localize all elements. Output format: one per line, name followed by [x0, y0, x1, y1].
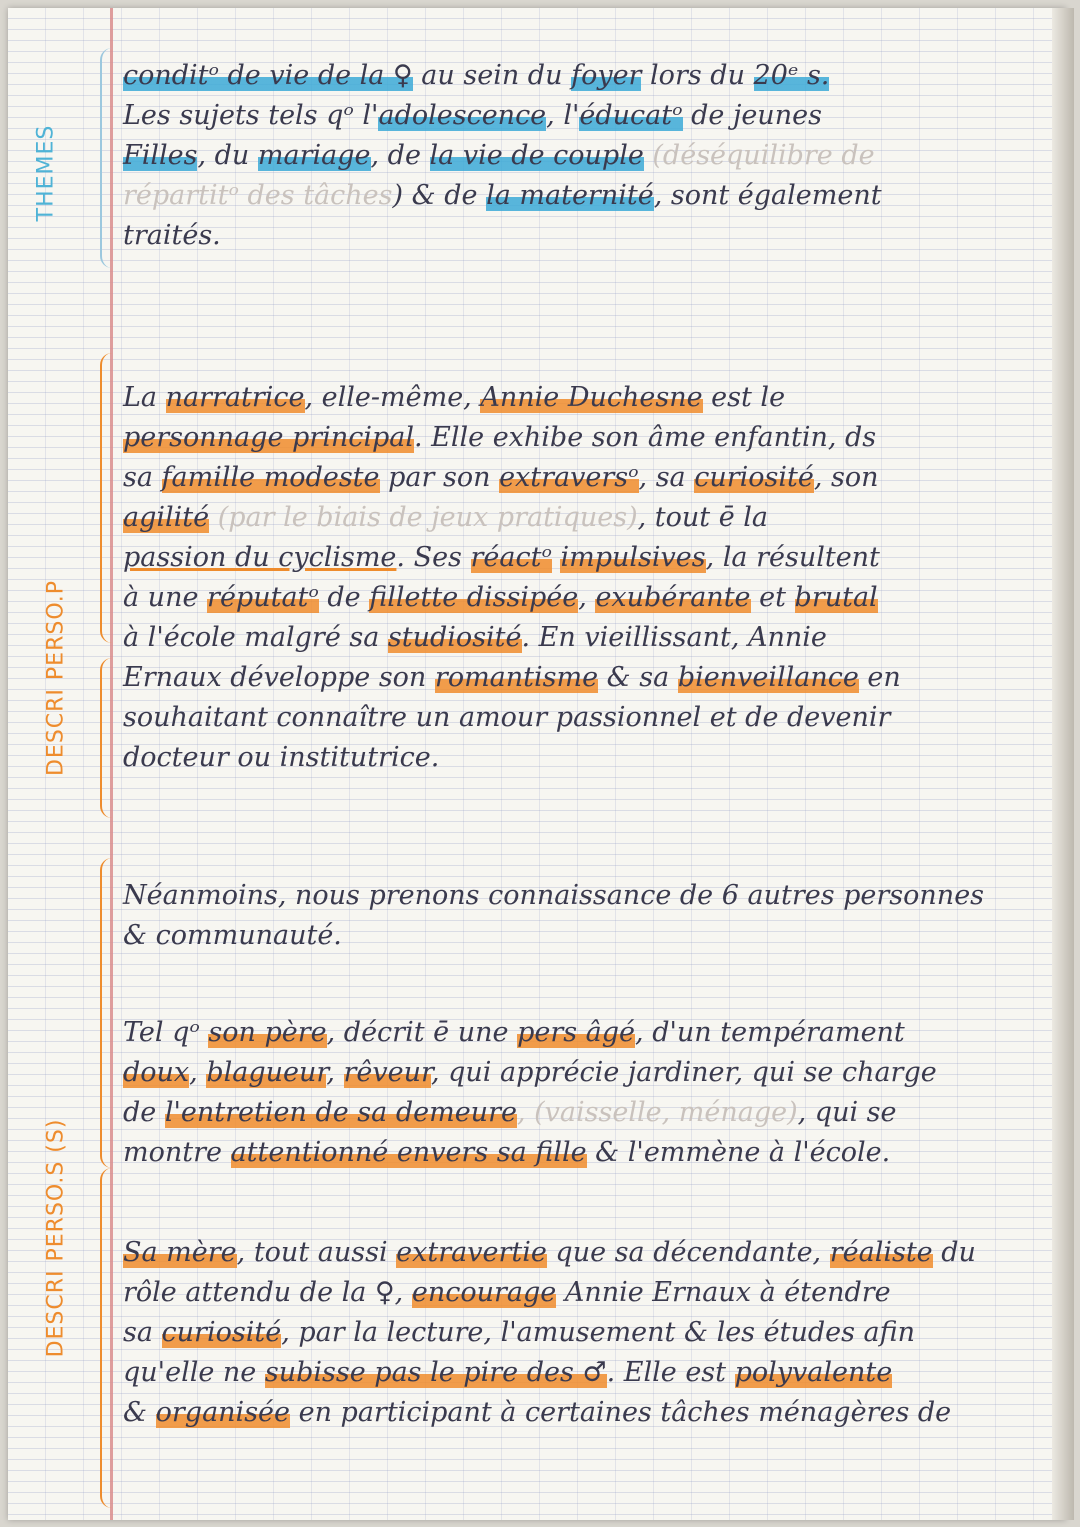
line: traités. — [123, 220, 221, 251]
highlight-blue: mariage — [257, 140, 371, 171]
highlight-orange: attentionné envers sa fille — [230, 1137, 587, 1168]
text: de — [123, 1097, 165, 1128]
highlight-orange: personnage principal — [123, 422, 414, 453]
line — [123, 498, 1053, 538]
paragraph-pere — [123, 1013, 1053, 1173]
text: et — [750, 582, 795, 613]
margin-label-descri-perso-s: DESCRI PERSO.S (S) — [43, 1118, 69, 1358]
line — [123, 578, 1053, 618]
highlight-orange: curiosité — [161, 1317, 282, 1348]
line: Néanmoins, nous prenons connaissance de 6 autres personnes — [123, 880, 985, 911]
highlight-orange: l'entretien de sa demeure — [164, 1097, 517, 1128]
line — [123, 538, 1053, 578]
brace-perso-p — [100, 353, 116, 643]
text: Annie Ernaux à étendre — [556, 1277, 891, 1308]
highlight-orange: blagueur — [206, 1057, 327, 1088]
highlight-orange: subisse pas le pire des ♂ — [264, 1357, 607, 1388]
highlight-orange: extraversᵒ — [499, 462, 639, 493]
line — [123, 1393, 1053, 1433]
text: , — [578, 582, 596, 613]
text: qu'elle ne — [123, 1357, 265, 1388]
highlight-orange: encourage — [411, 1277, 557, 1308]
highlight-blue: la maternité — [486, 180, 654, 211]
highlight-orange: famille modeste — [161, 462, 380, 493]
notebook-page — [8, 8, 1066, 1520]
text: Tel qᵒ — [123, 1017, 209, 1048]
highlight-blue: 20ᵉ s. — [753, 60, 830, 91]
highlight-orange: polyvalente — [734, 1357, 893, 1388]
text: . Elle est — [606, 1357, 735, 1388]
text: lors du — [641, 60, 754, 91]
faint-text: , (vaisselle, ménage) — [516, 1097, 798, 1128]
line — [123, 378, 1053, 418]
highlight-orange: rêveur — [343, 1057, 431, 1088]
line: souhaitant connaître un amour passionnel et de devenir — [123, 702, 891, 733]
highlight-orange: doux — [123, 1057, 190, 1088]
text: , — [189, 1057, 207, 1088]
line: & communauté. — [123, 920, 342, 951]
line — [123, 458, 1053, 498]
text: en — [858, 662, 901, 693]
highlight-orange: réputatᵒ — [207, 582, 319, 613]
text: , la résultent — [705, 542, 880, 573]
text: , — [326, 1057, 344, 1088]
highlight-orange: brutal — [794, 582, 878, 613]
brace-perso-s — [100, 858, 116, 1168]
brace-perso-p-2 — [100, 658, 116, 818]
highlight-blue: conditᵒ de vie de la ♀ — [123, 60, 413, 91]
text: . En vieillissant, Annie — [521, 622, 827, 653]
highlight-orange: narratrice — [165, 382, 305, 413]
highlight-blue: foyer — [571, 60, 642, 91]
text: rôle attendu de la ♀, — [123, 1277, 412, 1308]
line — [123, 176, 1053, 216]
highlight-blue: Filles — [123, 140, 198, 171]
text: , elle-même, — [304, 382, 481, 413]
highlight-orange: Annie Duchesne — [480, 382, 703, 413]
text: . Elle exhibe son âme enfantin, ds — [414, 422, 877, 453]
text: , tout ē la — [637, 502, 768, 533]
line — [123, 1273, 1053, 1313]
text: , qui apprécie jardiner, qui se charge — [430, 1057, 937, 1088]
text: , par la lecture, l'amusement & les études afin — [281, 1317, 916, 1348]
brace-perso-s-2 — [100, 1168, 116, 1508]
text: , sont également — [653, 180, 882, 211]
text: au sein du — [412, 60, 572, 91]
highlight-orange: studiosité — [387, 622, 522, 653]
text: Ernaux développe son — [123, 662, 435, 693]
highlight-orange: bienveillance — [677, 662, 859, 693]
paragraph-intro-secondaires — [123, 876, 1053, 956]
text: & l'emmène à l'école. — [586, 1137, 891, 1168]
faint-text: (par le biais de jeux pratiques) — [209, 502, 638, 533]
text: & — [123, 1397, 156, 1428]
text: La — [123, 382, 166, 413]
text: , son — [813, 462, 879, 493]
page-edge-shadow — [1052, 8, 1074, 1520]
highlight-blue: la vie de couple — [429, 140, 644, 171]
highlight-blue: adolescence — [378, 100, 547, 131]
paragraph-themes — [123, 56, 1053, 256]
text: est le — [702, 382, 786, 413]
highlight-orange: Sa mère — [123, 1237, 237, 1268]
text: de — [318, 582, 370, 613]
line — [123, 658, 1053, 698]
highlight-orange: réaliste — [829, 1237, 933, 1268]
line — [123, 1353, 1053, 1393]
text: , sa — [638, 462, 695, 493]
highlight-orange: organisée — [155, 1397, 291, 1428]
text: , tout aussi — [236, 1237, 397, 1268]
highlight-orange: romantisme — [434, 662, 599, 693]
text: , décrit ē une — [326, 1017, 518, 1048]
faint-text: répartitᵒ des tâches — [123, 180, 393, 211]
paragraph-mere — [123, 1233, 1053, 1433]
line — [123, 1313, 1053, 1353]
text: par son — [379, 462, 500, 493]
line — [123, 96, 1053, 136]
text: sa — [123, 1317, 162, 1348]
line: docteur ou institutrice. — [123, 742, 440, 773]
underlined-text: passion du cyclisme — [123, 542, 397, 573]
highlight-orange: extravertie — [396, 1237, 547, 1268]
highlight-orange: fillette dissipée — [369, 582, 579, 613]
text: . Ses — [396, 542, 471, 573]
text: , qui se — [797, 1097, 897, 1128]
paragraph-perso-principal — [123, 378, 1053, 778]
line — [123, 1093, 1053, 1133]
highlight-blue: éducatᵒ — [579, 100, 683, 131]
line — [123, 1053, 1053, 1093]
text: que sa décendante, — [546, 1237, 830, 1268]
text: , de — [370, 140, 430, 171]
text: Les sujets tels qᵒ l' — [123, 100, 379, 131]
margin-label-themes: THEMES — [33, 124, 59, 222]
text: , du — [197, 140, 258, 171]
text: , l' — [546, 100, 580, 131]
margin-label-descri-perso-p: DESCRI PERSO.P — [43, 579, 69, 777]
faint-text: (déséquilibre de — [643, 140, 875, 171]
text: , d'un tempérament — [635, 1017, 905, 1048]
highlight-orange: exubérante — [595, 582, 751, 613]
line — [123, 618, 1053, 658]
text: en participant à certaines tâches ménagères de — [290, 1397, 952, 1428]
line — [123, 1133, 1053, 1173]
line — [123, 56, 1053, 96]
highlight-orange: pers âgé — [517, 1017, 636, 1048]
highlight-orange: réactᵒ — [470, 542, 552, 573]
text: montre — [123, 1137, 231, 1168]
line — [123, 1233, 1053, 1273]
highlight-orange: son père — [208, 1017, 327, 1048]
text: & sa — [598, 662, 678, 693]
text: à une — [123, 582, 208, 613]
text: à l'école malgré sa — [123, 622, 388, 653]
highlight-orange: agilité — [123, 502, 210, 533]
line — [123, 418, 1053, 458]
highlight-orange: impulsives — [560, 542, 706, 573]
highlight-orange: curiosité — [694, 462, 814, 493]
line — [123, 136, 1053, 176]
text: du — [932, 1237, 976, 1268]
brace-themes — [100, 48, 116, 268]
text: sa — [123, 462, 162, 493]
line — [123, 1013, 1053, 1053]
text: de jeunes — [682, 100, 822, 131]
text: ) & de — [392, 180, 487, 211]
